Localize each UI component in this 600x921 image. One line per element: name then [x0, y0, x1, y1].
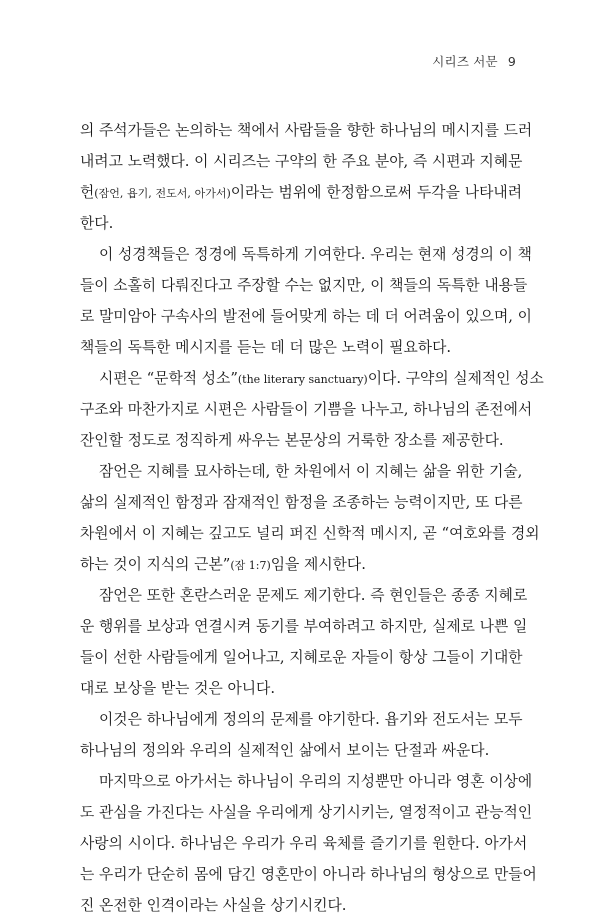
text-line: [80, 704, 522, 735]
text-segment: 사랑의 시이다. 하나님은 우리가 우리 육체를 즐기기를 원한다. 아가서: [80, 835, 528, 852]
inline-reference: (the literary sanctuary): [237, 373, 368, 386]
text-line: [80, 270, 528, 301]
text-segment: 이다. 구약의 실제적인 성소: [367, 370, 544, 387]
paragraph: [80, 704, 522, 766]
text-segment: 들이 선한 사람들에게 일어나고, 지혜로운 자들이 항상 그들이 기대한: [80, 649, 523, 666]
text-segment: 마지막으로 아가서는 하나님이 우리의 지성뿐만 아니라 영혼 이상에: [99, 773, 533, 790]
text-line: [80, 735, 522, 766]
paragraph: [80, 766, 537, 921]
text-line: [80, 828, 528, 859]
paragraph: [80, 363, 544, 456]
text-line: [80, 487, 522, 518]
text-segment: 운 행위를 보상과 연결시켜 동기를 부여하려고 하지만, 실제로 나쁜 일: [80, 618, 528, 635]
text-segment: 진 온전한 인격이라는 사실을 상기시킨다.: [80, 897, 347, 914]
text-line: [80, 208, 522, 239]
series-title: 시리즈 서문: [432, 54, 498, 69]
text-line: [80, 766, 533, 797]
text-segment: 책들의 독특한 메시지를 듣는 데 더 많은 노력이 필요하다.: [80, 339, 452, 356]
inline-reference: (잠 1:7): [230, 559, 271, 572]
paragraph: [80, 239, 532, 363]
text-segment: 이것은 하나님에게 정의의 문제를 야기한다. 욥기와 전도서는 모두: [99, 711, 523, 728]
text-segment: 잠언은 또한 혼란스러운 문제도 제기한다. 즉 현인들은 종종 지혜로: [99, 587, 528, 604]
text-line: [80, 580, 528, 611]
text-line: [80, 456, 522, 487]
text-segment: 들이 소홀히 다뤄진다고 주장할 수는 없지만, 이 책들의 독특한 내용들: [80, 277, 528, 294]
paragraph: [80, 456, 540, 580]
text-segment: 헌: [80, 184, 95, 201]
text-line: [80, 890, 522, 921]
text-line: [80, 859, 537, 890]
text-segment: 대로 보상을 받는 것은 아니다.: [80, 680, 276, 697]
text-segment: 하는 것이 지식의 근본”: [80, 556, 231, 573]
page-number: 9: [507, 54, 516, 69]
text-line: [80, 549, 522, 580]
inline-reference: (잠언, 욥기, 전도서, 아가서): [94, 187, 231, 200]
text-line: [80, 301, 532, 332]
text-segment: 는 우리가 단순히 몸에 담긴 영혼만이 아니라 하나님의 형상으로 만들어: [80, 866, 537, 883]
text-segment: 한다.: [80, 215, 114, 232]
text-line: [80, 239, 532, 270]
text-segment: 도 관심을 가진다는 사실을 우리에게 상기시키는, 열정적이고 관능적인: [80, 804, 533, 821]
body-text: [80, 115, 544, 921]
text-line: [80, 363, 544, 394]
text-line: [80, 394, 533, 425]
text-line: [80, 518, 540, 549]
text-line: [80, 611, 528, 642]
text-line: [80, 177, 522, 208]
text-segment: 이라는 범위에 한정함으로써 두각을 나타내려: [230, 184, 522, 201]
text-segment: 잔인할 정도로 정직하게 싸우는 본문상의 거룩한 장소를 제공한다.: [80, 432, 504, 449]
text-line: [80, 115, 533, 146]
text-segment: 내려고 노력했다. 이 시리즈는 구약의 한 주요 분야, 즉 시편과 지혜문: [80, 153, 523, 170]
text-line: [80, 673, 522, 704]
text-line: [80, 642, 522, 673]
text-segment: 로 말미암아 구속사의 발전에 들어맞게 하는 데 더 어려움이 있으며, 이: [80, 308, 532, 325]
text-segment: 하나님의 정의와 우리의 실제적인 삶에서 보이는 단절과 싸운다.: [80, 742, 490, 759]
text-line: [80, 332, 522, 363]
running-head: [432, 52, 516, 70]
text-line: [80, 425, 522, 456]
text-segment: 이 성경책들은 정경에 독특하게 기여한다. 우리는 현재 성경의 이 책: [99, 246, 532, 263]
text-segment: 의 주석가들은 논의하는 책에서 사람들을 향한 하나님의 메시지를 드러: [80, 122, 533, 139]
paragraph: [80, 580, 528, 704]
text-line: [80, 797, 533, 828]
text-segment: 삶의 실제적인 함정과 잠재적인 함정을 조종하는 능력이지만, 또 다른: [80, 494, 523, 511]
text-segment: 차원에서 이 지혜는 깊고도 널리 퍼진 신학적 메시지, 곧 “여호와를 경외: [80, 525, 540, 542]
paragraph: [80, 115, 533, 239]
text-segment: 시편은 “문학적 성소”: [99, 370, 238, 387]
text-line: [80, 146, 522, 177]
text-segment: 구조와 마찬가지로 시편은 사람들이 기쁨을 나누고, 하나님의 존전에서: [80, 401, 533, 418]
text-segment: 임을 제시한다.: [270, 556, 366, 573]
text-segment: 잠언은 지혜를 묘사하는데, 한 차원에서 이 지혜는 삶을 위한 기술,: [99, 463, 523, 480]
